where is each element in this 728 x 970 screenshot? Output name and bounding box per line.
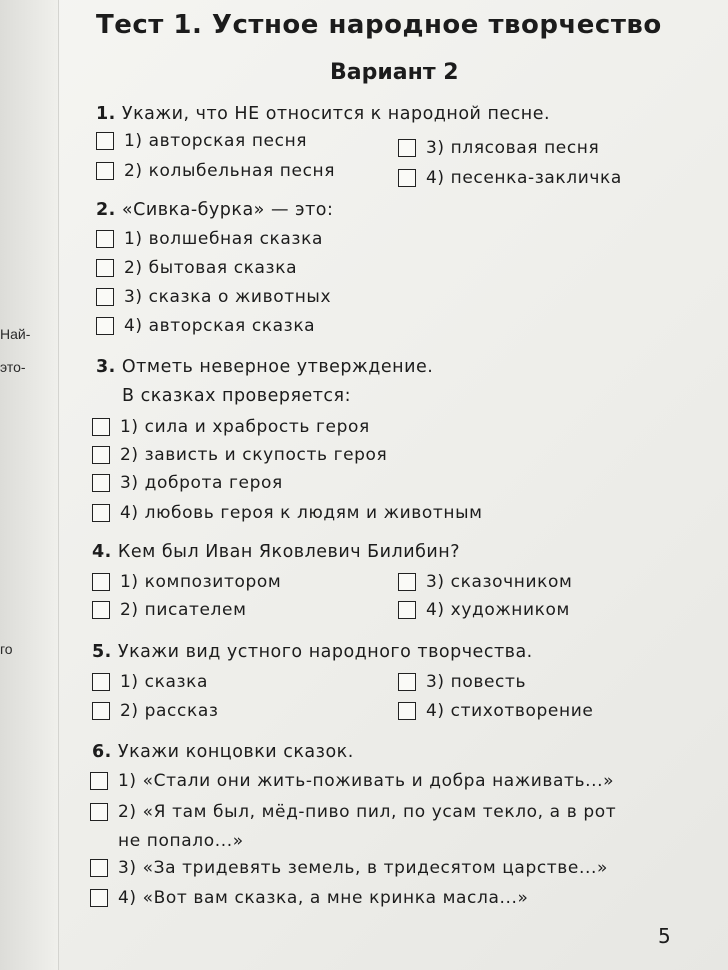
page-title: Тест 1. Устное народное творчество	[96, 10, 662, 40]
option-label: 3) «За тридевять земель, в тридесятом царстве...»	[118, 858, 608, 878]
question-number: 4.	[92, 542, 112, 562]
answer-option[interactable]	[398, 672, 526, 692]
option-label: 1) волшебная сказка	[124, 229, 323, 249]
answer-option[interactable]	[90, 858, 608, 878]
answer-option[interactable]	[90, 771, 614, 791]
answer-option[interactable]	[96, 287, 331, 307]
answer-option[interactable]	[92, 572, 281, 592]
previous-page-edge	[0, 0, 59, 970]
page-number: 5	[658, 924, 671, 948]
question-text: Отметь неверное утверждение.	[121, 357, 434, 377]
question-number: 1.	[96, 104, 116, 124]
question-number: 5.	[92, 642, 112, 662]
question-2	[96, 200, 333, 220]
checkbox[interactable]	[96, 259, 114, 277]
answer-option[interactable]	[90, 888, 528, 908]
option-label: 1) сказка	[120, 672, 209, 692]
answer-option[interactable]	[92, 445, 387, 465]
checkbox[interactable]	[398, 702, 416, 720]
answer-option[interactable]	[90, 802, 616, 822]
question-text: Укажи вид устного народного творчества.	[117, 642, 533, 662]
checkbox[interactable]	[90, 772, 108, 790]
option-label: 3) доброта героя	[120, 473, 283, 493]
checkbox[interactable]	[96, 162, 114, 180]
answer-option[interactable]	[398, 600, 570, 620]
option-label: 4) любовь героя к людям и животным	[120, 503, 483, 523]
answer-option[interactable]	[96, 316, 315, 336]
checkbox[interactable]	[398, 139, 416, 157]
option-label: 1) композитором	[120, 572, 282, 592]
answer-option[interactable]	[92, 473, 283, 493]
checkbox[interactable]	[92, 474, 110, 492]
question-text: Кем был Иван Яковлевич Билибин?	[117, 542, 460, 562]
margin-fragment: го	[0, 641, 13, 657]
option-label: 2) писателем	[120, 600, 247, 620]
option-label: 2) колыбельная песня	[124, 161, 336, 181]
option-label: 4) «Вот вам сказка, а мне кринка масла...»	[118, 888, 529, 908]
checkbox[interactable]	[96, 288, 114, 306]
question-number: 6.	[92, 742, 112, 762]
checkbox[interactable]	[92, 601, 110, 619]
option-label: 3) сказка о животных	[124, 287, 332, 307]
answer-option[interactable]	[92, 503, 483, 523]
question-6	[92, 742, 354, 762]
checkbox[interactable]	[90, 803, 108, 821]
checkbox[interactable]	[90, 889, 108, 907]
question-text: Укажи концовки сказок.	[117, 742, 354, 762]
answer-option[interactable]	[92, 600, 247, 620]
checkbox[interactable]	[90, 859, 108, 877]
answer-option[interactable]	[398, 168, 622, 188]
option-label: 2) бытовая сказка	[124, 258, 298, 278]
answer-option[interactable]	[96, 258, 297, 278]
question-number: 2.	[96, 200, 116, 220]
question-text: Укажи, что НЕ относится к народной песне.	[121, 104, 551, 124]
answer-option[interactable]	[92, 701, 218, 721]
option-label: 3) плясовая песня	[426, 138, 600, 158]
answer-option[interactable]	[92, 672, 208, 692]
answer-option[interactable]	[398, 138, 599, 158]
option-label: 3) сказочником	[426, 572, 573, 592]
variant-heading: Вариант 2	[330, 60, 459, 85]
option-label: 4) художником	[426, 600, 570, 620]
checkbox[interactable]	[92, 673, 110, 691]
answer-option[interactable]	[398, 701, 593, 721]
question-text: «Сивка-бурка» — это:	[121, 200, 334, 220]
checkbox[interactable]	[398, 573, 416, 591]
option-label: 2) зависть и скупость героя	[120, 445, 388, 465]
checkbox[interactable]	[92, 504, 110, 522]
question-3-subtext: В сказках проверяется:	[122, 386, 351, 406]
checkbox[interactable]	[92, 446, 110, 464]
option-label: 1) авторская песня	[124, 131, 308, 151]
checkbox[interactable]	[92, 702, 110, 720]
checkbox[interactable]	[92, 573, 110, 591]
question-3	[96, 357, 433, 377]
answer-option[interactable]	[96, 131, 307, 151]
checkbox[interactable]	[96, 317, 114, 335]
margin-fragment: это-	[0, 359, 26, 375]
checkbox[interactable]	[398, 601, 416, 619]
checkbox[interactable]	[398, 673, 416, 691]
question-4	[92, 542, 460, 562]
option-label: 2) рассказ	[120, 701, 219, 721]
question-number: 3.	[96, 357, 116, 377]
answer-option[interactable]	[398, 572, 572, 592]
option-label: 3) повесть	[426, 672, 527, 692]
option-label: 4) песенка-закличка	[426, 168, 622, 188]
option-label: 1) «Стали они жить-поживать и добра наживать...»	[118, 771, 615, 791]
answer-option[interactable]	[92, 417, 370, 437]
margin-fragment: Най-	[0, 326, 31, 342]
option-label: 2) «Я там был, мёд-пиво пил, по усам текло, а в рот	[118, 802, 617, 822]
option-label: 4) авторская сказка	[124, 316, 316, 336]
checkbox[interactable]	[96, 132, 114, 150]
question-5	[92, 642, 533, 662]
answer-option[interactable]	[96, 161, 335, 181]
checkbox[interactable]	[92, 418, 110, 436]
question-1	[96, 104, 550, 124]
checkbox[interactable]	[96, 230, 114, 248]
answer-option[interactable]	[96, 229, 323, 249]
option-label: 1) сила и храбрость героя	[120, 417, 370, 437]
checkbox[interactable]	[398, 169, 416, 187]
option-label-continuation: не попало...»	[118, 831, 244, 851]
option-label: 4) стихотворение	[426, 701, 594, 721]
